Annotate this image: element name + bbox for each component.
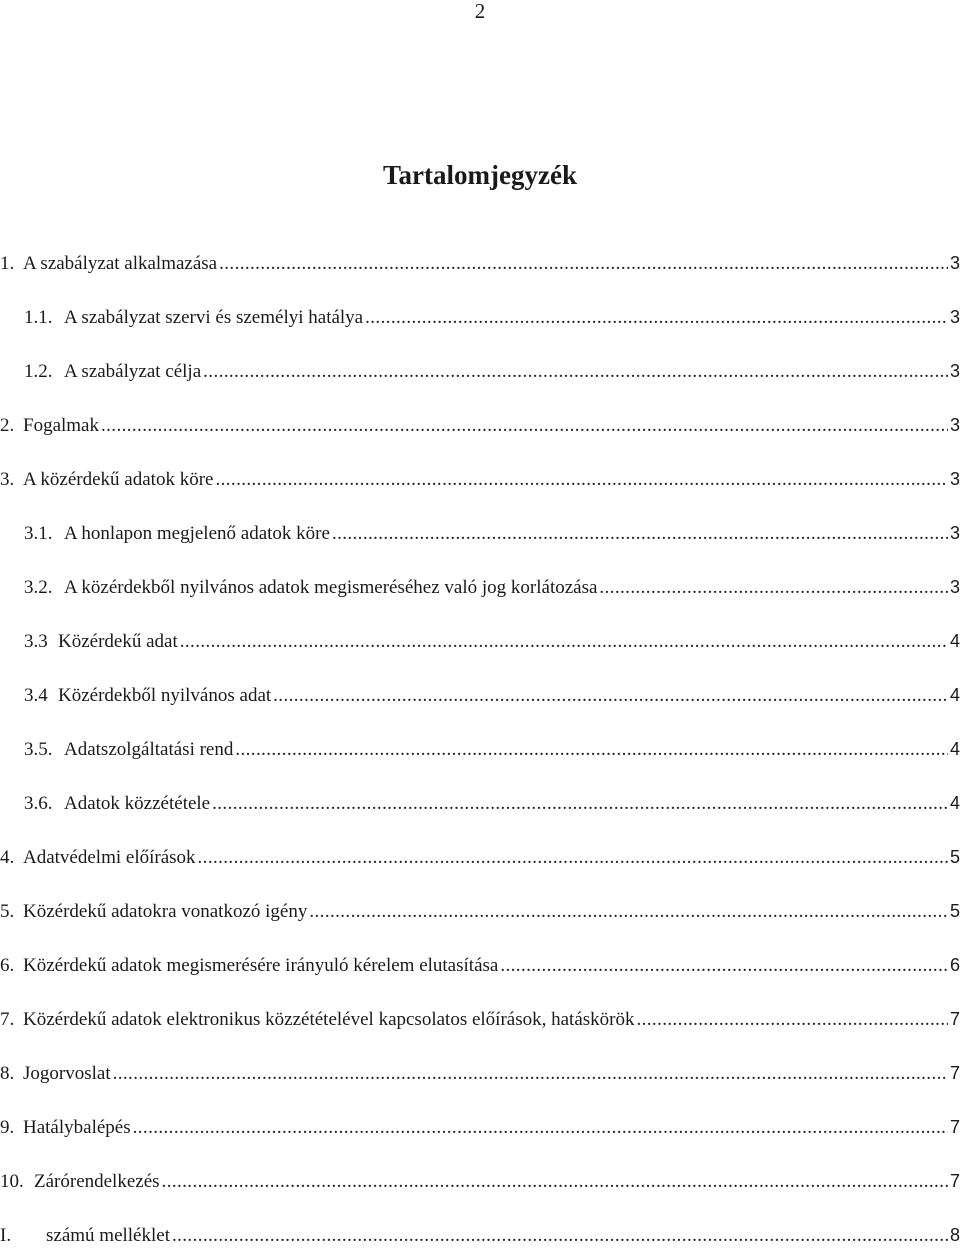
toc-entry[interactable]: [24, 518, 960, 548]
toc-entry-title: A szabályzat alkalmazása: [23, 253, 218, 274]
toc-entry[interactable]: [0, 1058, 960, 1088]
toc-leader: [172, 1221, 948, 1250]
toc-leader: [203, 357, 948, 386]
toc-entry-number: 6.: [0, 955, 15, 976]
toc-leader: [332, 519, 948, 548]
toc-entry[interactable]: [24, 302, 960, 332]
toc-entry-title: A közérdekből nyilvános adatok megismeréséhez való jog korlátozása: [64, 577, 598, 598]
toc-leader: [113, 1059, 948, 1088]
toc-leader: [180, 627, 948, 656]
toc-entry-title: Zárórendelkezés: [34, 1171, 160, 1192]
toc-leader: [101, 411, 948, 440]
toc-entry-page: 7: [949, 1009, 960, 1029]
toc-entry-title: Adatok közzététele: [64, 793, 211, 814]
toc-entry-page: 7: [949, 1171, 960, 1191]
toc-entry-page: 3: [949, 469, 960, 489]
toc-entry[interactable]: [0, 1166, 960, 1196]
toc-leader: [133, 1113, 948, 1142]
toc-entry-title: Közérdekű adatok megismerésére irányuló kérelem elutasítása: [23, 955, 499, 976]
toc-entry-title: Közérdekű adat: [58, 631, 178, 652]
toc-entry-number: 1.1.: [24, 307, 53, 328]
toc-entry-title: A szabályzat célja: [64, 361, 202, 382]
toc-entry[interactable]: [24, 626, 960, 656]
toc-leader: [212, 789, 948, 818]
toc-entry-page: 4: [949, 739, 960, 759]
toc-entry-number: 9.: [0, 1117, 15, 1138]
toc-leader: [636, 1005, 948, 1034]
toc-entry-title: számú melléklet: [46, 1225, 170, 1246]
toc-entry-page: 8: [949, 1225, 960, 1245]
toc-entry[interactable]: [0, 464, 960, 494]
toc-entry-number: 10.: [0, 1171, 24, 1192]
toc-entry-title: A honlapon megjelenő adatok köre: [64, 523, 330, 544]
toc-entry[interactable]: [24, 356, 960, 386]
toc-leader: [309, 897, 948, 926]
toc-entry-page: 6: [949, 955, 960, 975]
toc-leader: [599, 573, 948, 602]
toc-entry[interactable]: [0, 248, 960, 278]
toc-entry-number: 3.6.: [24, 793, 53, 814]
toc-entry[interactable]: [0, 950, 960, 980]
toc-entry-title: A szabályzat szervi és személyi hatálya: [64, 307, 364, 328]
toc-entry[interactable]: [0, 410, 960, 440]
toc-entry-number: 5.: [0, 901, 15, 922]
toc-entry-number: 3.4: [24, 685, 48, 706]
toc-entry-number: I.: [0, 1225, 12, 1246]
toc-entry-page: 5: [949, 847, 960, 867]
toc-title: Tartalomjegyzék: [383, 160, 577, 190]
toc-entry[interactable]: [24, 572, 960, 602]
toc-leader: [162, 1167, 948, 1196]
toc-entry-page: 5: [949, 901, 960, 921]
toc-entry-number: 1.2.: [24, 361, 53, 382]
toc-entry-page: 3: [949, 523, 960, 543]
toc-entry[interactable]: [0, 1004, 960, 1034]
toc-entry-page: 4: [949, 793, 960, 813]
toc-entry-number: 3.: [0, 469, 15, 490]
toc-entry[interactable]: [24, 788, 960, 818]
toc-entry[interactable]: [0, 1112, 960, 1142]
toc-entry-number: 7.: [0, 1009, 15, 1030]
toc-entry-page: 3: [949, 253, 960, 273]
toc-entry-title: Adatszolgáltatási rend: [64, 739, 234, 760]
toc-leader: [198, 843, 948, 872]
toc-entry-title: Közérdekű adatok elektronikus közzétételével kapcsolatos előírások, hatáskörök: [23, 1009, 635, 1030]
toc-entry-title: Közérdekű adatokra vonatkozó igény: [23, 901, 308, 922]
toc-entry-number: 3.1.: [24, 523, 53, 544]
toc-entry[interactable]: [0, 896, 960, 926]
toc-entry-number: 3.3: [24, 631, 48, 652]
toc-entry[interactable]: [24, 680, 960, 710]
toc-leader: [500, 951, 948, 980]
toc-leader: [273, 681, 948, 710]
page-number: 2: [474, 0, 486, 23]
toc-entry-page: 3: [949, 307, 960, 327]
toc-entry-page: 3: [949, 577, 960, 597]
toc-entry-title: Közérdekből nyilvános adat: [58, 685, 272, 706]
toc-entry-page: 4: [949, 685, 960, 705]
toc-entry-page: 3: [949, 361, 960, 381]
toc-entry-number: 2.: [0, 415, 15, 436]
toc-entry-page: 7: [949, 1117, 960, 1137]
toc-entry[interactable]: [0, 842, 960, 872]
toc-entry-title: Fogalmak: [23, 415, 99, 436]
toc-entry-title: Adatvédelmi előírások: [23, 847, 196, 868]
toc-leader: [365, 303, 948, 332]
toc-entry-page: 4: [949, 631, 960, 651]
toc-entry-number: 1.: [0, 253, 15, 274]
toc-entry-number: 3.5.: [24, 739, 53, 760]
toc-leader: [219, 249, 948, 278]
toc-leader: [235, 735, 948, 764]
toc-entry-number: 4.: [0, 847, 15, 868]
toc-entry-title: Hatálybalépés: [23, 1117, 131, 1138]
toc-leader: [215, 465, 948, 494]
toc-entry-title: Jogorvoslat: [23, 1063, 111, 1084]
toc-entry-number: 3.2.: [24, 577, 53, 598]
toc-entry-page: 7: [949, 1063, 960, 1083]
toc-entry-page: 3: [949, 415, 960, 435]
toc-entry-title: A közérdekű adatok köre: [23, 469, 214, 490]
toc-entry[interactable]: [24, 734, 960, 764]
toc-entry[interactable]: [0, 1220, 960, 1250]
toc-entry-number: 8.: [0, 1063, 15, 1084]
